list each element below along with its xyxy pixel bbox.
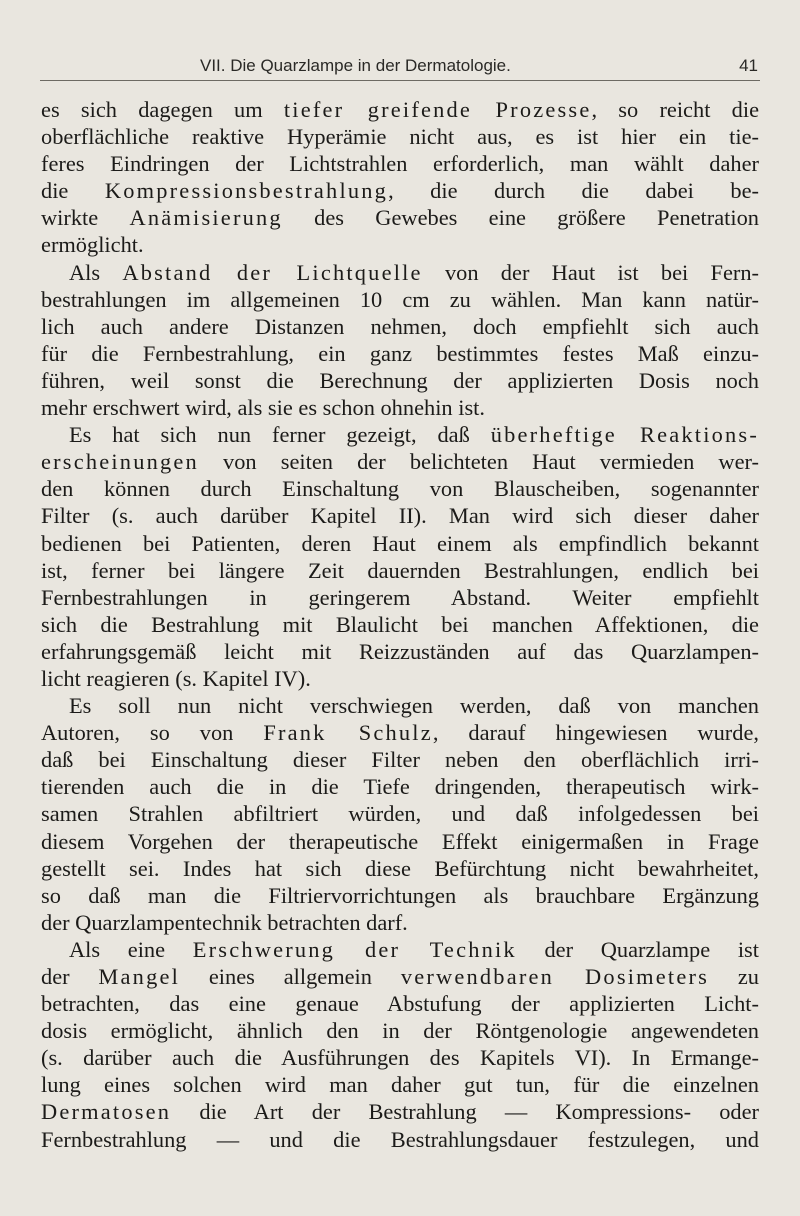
text-run: Es soll nun nicht verschwiegen werden, daß von manchen xyxy=(69,693,759,719)
text-run: lich auch andere Distanzen nehmen, doch empfiehlt sich auch xyxy=(41,313,759,339)
text-line xyxy=(41,828,759,855)
text-run: die xyxy=(41,178,105,204)
text-run: Als xyxy=(69,259,123,285)
text-line xyxy=(41,231,759,258)
text-line xyxy=(41,286,759,313)
text-run: dosis ermöglicht, ähnlich den in der Röntgenologie angewendeten xyxy=(41,1018,759,1044)
text-run: gestellt sei. Indes hat sich diese Befürchtung nicht bewahrheitet, xyxy=(41,855,759,881)
text-run: wirkte xyxy=(41,205,130,231)
text-run: den können durch Einschaltung von Blauscheiben, sogenannter xyxy=(41,476,759,502)
text-line xyxy=(41,719,759,746)
text-line xyxy=(41,800,759,827)
text-run: bedienen bei Patienten, deren Haut einem als empfindlich bekannt xyxy=(41,530,759,556)
text-run: Filter (s. auch darüber Kapitel II). Man wird sich dieser daher xyxy=(41,503,759,529)
text-line xyxy=(41,1017,759,1044)
text-line xyxy=(41,584,759,611)
text-line xyxy=(41,150,759,177)
text-line xyxy=(41,692,759,719)
text-line xyxy=(41,340,759,367)
text-run: sich die Bestrahlung mit Blaulicht bei manchen Affektionen, die xyxy=(41,611,759,637)
text-run: Es hat sich nun ferner gezeigt, daß xyxy=(69,422,491,448)
text-line xyxy=(41,1098,759,1125)
text-line xyxy=(41,909,759,936)
text-line xyxy=(41,259,759,286)
text-line xyxy=(41,313,759,340)
text-run: mehr erschwert wird, als sie es schon ohnehin ist. xyxy=(41,395,485,421)
text-run: von seiten der belichteten Haut vermieden wer- xyxy=(198,449,759,475)
text-run: (s. darüber auch die Ausführungen des Kapitels VI). In Ermange- xyxy=(41,1045,759,1071)
page-number: 41 xyxy=(739,56,758,75)
emphasized-text: Dermatosen xyxy=(41,1099,172,1125)
text-line xyxy=(41,530,759,557)
text-run: es sich dagegen um xyxy=(41,97,284,122)
running-header xyxy=(40,52,760,81)
text-run: oberflächliche reaktive Hyperämie nicht aus, es ist hier ein tie- xyxy=(41,124,759,150)
text-line xyxy=(41,1071,759,1098)
text-run: von der Haut ist bei Fern- xyxy=(422,259,759,285)
text-run: , darauf hingewiesen wurde, xyxy=(432,720,759,746)
emphasized-text: erscheinungen xyxy=(41,449,199,475)
text-run: samen Strahlen abfiltriert würden, und daß infolgedessen bei xyxy=(41,801,759,827)
text-run: der Quarzlampentechnik betrachten darf. xyxy=(41,909,408,935)
text-run: betrachten, das eine genaue Abstufung der applizierten Licht- xyxy=(41,991,759,1017)
emphasized-text: Anämisierung xyxy=(129,205,283,231)
text-line xyxy=(41,448,759,475)
text-line xyxy=(41,123,759,150)
text-line xyxy=(41,394,759,421)
text-run: führen, weil sonst die Berechnung der applizierten Dosis noch xyxy=(41,367,759,393)
text-line xyxy=(41,855,759,882)
text-line xyxy=(41,963,759,990)
text-run: tierenden auch die in die Tiefe dringenden, therapeutisch wirk- xyxy=(41,774,759,800)
text-line xyxy=(41,475,759,502)
body-text xyxy=(41,96,759,1153)
text-line xyxy=(41,746,759,773)
text-line xyxy=(41,1126,759,1153)
text-run: Autoren, so von xyxy=(41,720,264,746)
text-line xyxy=(41,502,759,529)
text-run: Als eine xyxy=(69,936,193,962)
emphasized-text: verwendbaren Dosimeters xyxy=(400,964,710,989)
chapter-title: VII. Die Quarzlampe in der Dermatologie. xyxy=(200,56,511,75)
emphasized-text: Erschwerung der Technik xyxy=(192,936,517,962)
text-run: eines allgemein xyxy=(180,964,401,989)
text-run: für die Fernbestrahlung, ein ganz bestimmtes festes Maß einzu- xyxy=(41,340,759,366)
text-run: ist, ferner bei längere Zeit dauernden Bestrahlungen, endlich bei xyxy=(41,557,759,583)
text-line xyxy=(41,1044,759,1071)
text-line xyxy=(41,421,759,448)
text-run: zu xyxy=(709,964,760,989)
emphasized-text: Abstand der Lichtquelle xyxy=(122,259,423,285)
text-run: ermöglicht. xyxy=(41,232,144,258)
text-line xyxy=(41,665,759,692)
text-run: feres Eindringen der Lichtstrahlen erforderlich, man wählt daher xyxy=(41,151,759,177)
text-line xyxy=(41,557,759,584)
emphasized-text: Kompressionsbestrahlung xyxy=(104,178,389,204)
text-line xyxy=(41,204,759,231)
text-run: diesem Vorgehen der therapeutische Effekt einigermaßen in Frage xyxy=(41,828,759,854)
text-line xyxy=(41,638,759,665)
text-line xyxy=(41,177,759,204)
text-run: bestrahlungen im allgemeinen 10 cm zu wählen. Man kann natür- xyxy=(41,286,759,312)
emphasized-text: Frank Schulz xyxy=(263,720,433,746)
text-run: daß bei Einschaltung dieser Filter neben den oberflächlich irri- xyxy=(41,747,759,773)
text-run: , so reicht die xyxy=(591,97,760,122)
text-line xyxy=(41,990,759,1017)
text-line xyxy=(41,96,759,123)
emphasized-text: überheftige Reaktions- xyxy=(490,422,759,448)
text-run: erfahrungsgemäß leicht mit Reizzuständen auf das Quarzlampen- xyxy=(41,638,759,664)
text-run: des Gewebes eine größere Penetration xyxy=(282,205,759,231)
text-run: der xyxy=(41,964,99,989)
text-run: die Art der Bestrahlung — Kompressions- oder xyxy=(171,1099,759,1125)
text-line xyxy=(41,773,759,800)
emphasized-text: tiefer greifende Prozesse xyxy=(283,97,592,122)
text-run: , die durch die dabei be- xyxy=(388,178,759,204)
text-line xyxy=(41,367,759,394)
text-run: so daß man die Filtriervorrichtungen als brauchbare Ergänzung xyxy=(41,882,759,908)
text-run: licht reagieren (s. Kapitel IV). xyxy=(41,665,311,691)
text-line xyxy=(41,611,759,638)
emphasized-text: Mangel xyxy=(98,964,181,989)
text-run: lung eines solchen wird man daher gut tun, für die einzelnen xyxy=(41,1072,759,1098)
text-run: Fernbestrahlungen in geringerem Abstand. Weiter empfiehlt xyxy=(41,584,759,610)
text-run: der Quarzlampe ist xyxy=(516,936,759,962)
text-line xyxy=(41,882,759,909)
text-line xyxy=(41,936,759,963)
text-run: Fernbestrahlung — und die Bestrahlungsdauer festzulegen, und xyxy=(41,1126,759,1152)
